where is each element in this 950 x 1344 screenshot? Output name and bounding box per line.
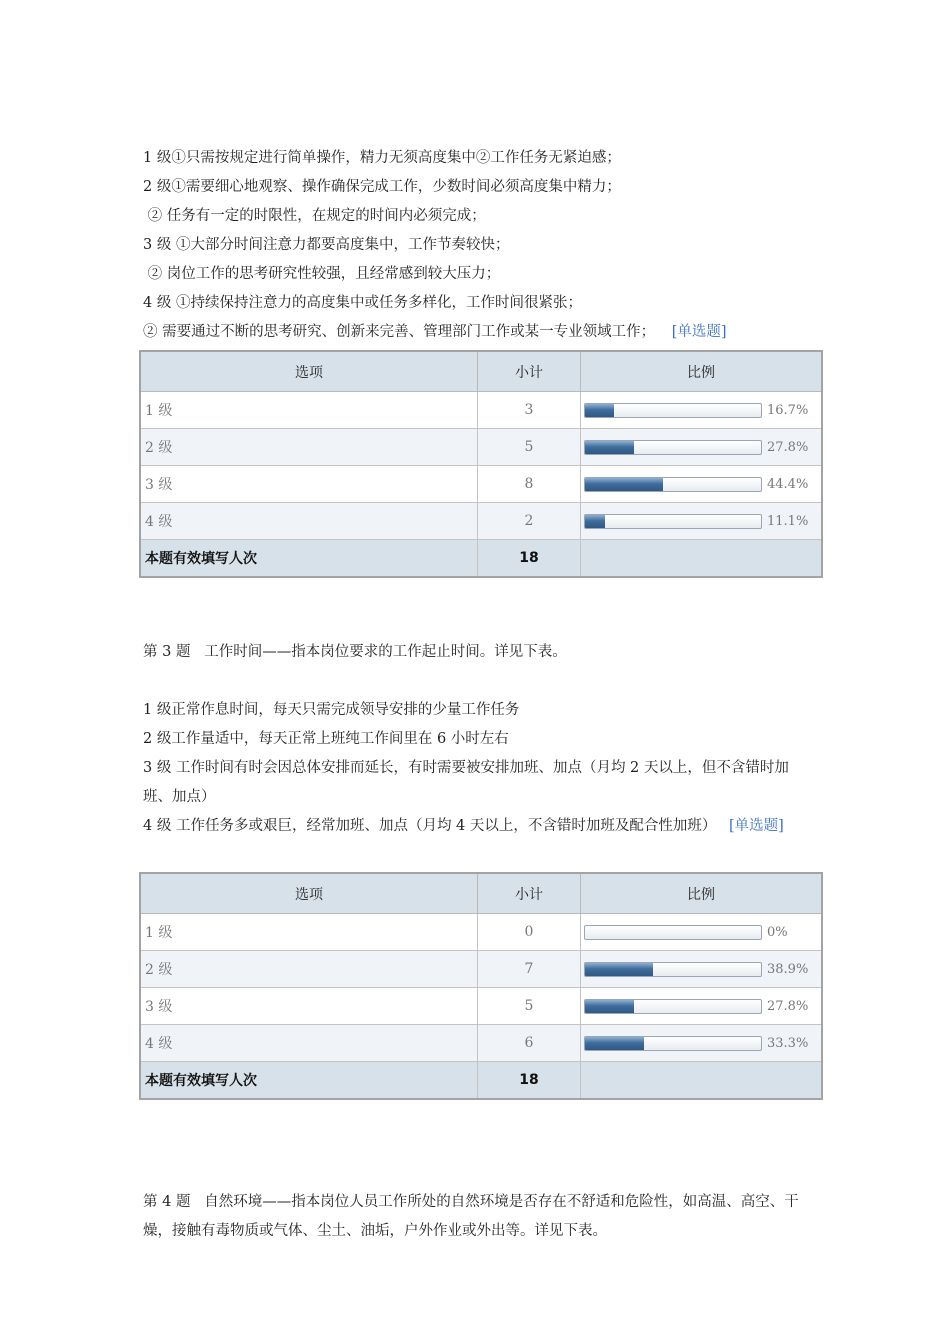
header-option: 选项 (140, 351, 478, 392)
table-row (140, 503, 822, 540)
q2-last-line-text: ② 需要通过不断的思考研究、创新来完善、管理部门工作或某一专业领域工作； (143, 324, 656, 340)
option-cell: 4 级 (140, 503, 478, 540)
count-cell: 3 (478, 392, 581, 429)
total-count: 18 (478, 540, 581, 578)
ratio-text: 16.7% (767, 402, 809, 418)
q3-title: 第 3 题 工作时间——指本岗位要求的工作起止时间。详见下表。 (143, 644, 567, 660)
table-total-row (140, 540, 822, 578)
count-cell: 5 (478, 988, 581, 1025)
ratio-text: 44.4% (767, 476, 809, 492)
header-option: 选项 (140, 873, 478, 914)
count-cell: 0 (478, 914, 581, 951)
table-row (140, 914, 822, 951)
ratio-text: 11.1% (767, 513, 809, 529)
total-count: 18 (478, 1062, 581, 1100)
q2-type-tag[interactable]: [单选题] (671, 324, 727, 340)
header-ratio: 比例 (581, 351, 823, 392)
table-row (140, 429, 822, 466)
ratio-cell (581, 466, 823, 503)
ratio-text: 27.8% (767, 998, 809, 1014)
table-total-row (140, 1062, 822, 1100)
q3-results-table (139, 872, 823, 1100)
ratio-bar (584, 514, 762, 529)
table-header-row (140, 873, 822, 914)
q3-type-tag[interactable]: [单选题] (729, 818, 784, 834)
count-cell: 6 (478, 1025, 581, 1062)
ratio-cell (581, 914, 823, 951)
ratio-bar (584, 440, 762, 455)
q2-line: 4 级 ①持续保持注意力的高度集中或任务多样化，工作时间很紧张； (143, 295, 582, 311)
ratio-cell (581, 429, 823, 466)
option-cell: 3 级 (140, 466, 478, 503)
count-cell: 2 (478, 503, 581, 540)
q2-last-line (143, 318, 727, 347)
option-cell: 1 级 (140, 392, 478, 429)
ratio-bar (584, 925, 762, 940)
ratio-bar (584, 962, 762, 977)
ratio-text: 27.8% (767, 439, 809, 455)
ratio-bar (584, 999, 762, 1014)
total-label: 本题有效填写人次 (140, 540, 478, 578)
option-cell: 3 级 (140, 988, 478, 1025)
option-cell: 4 级 (140, 1025, 478, 1062)
q3-last-line (143, 812, 813, 841)
ratio-text: 0% (767, 924, 788, 940)
option-cell: 1 级 (140, 914, 478, 951)
ratio-text: 38.9% (767, 961, 809, 977)
total-label: 本题有效填写人次 (140, 1062, 478, 1100)
ratio-bar (584, 477, 762, 492)
option-cell: 2 级 (140, 951, 478, 988)
table-row (140, 1025, 822, 1062)
header-count: 小计 (478, 351, 581, 392)
ratio-bar (584, 403, 762, 418)
q2-results (143, 350, 823, 578)
table-row (140, 392, 822, 429)
ratio-cell (581, 392, 823, 429)
ratio-cell (581, 951, 823, 988)
ratio-cell (581, 503, 823, 540)
table-row (140, 951, 822, 988)
q2-line: 3 级 ①大部分时间注意力都要高度集中，工作节奏较快； (143, 237, 510, 253)
q2-line: ② 岗位工作的思考研究性较强，且经常感到较大压力； (143, 266, 501, 282)
q2-line: ② 任务有一定的时限性，在规定的时间内必须完成； (143, 208, 486, 224)
header-ratio: 比例 (581, 873, 823, 914)
q3-line: 2 级工作量适中，每天正常上班纯工作间里在 6 小时左右 (143, 731, 509, 747)
table-header-row (140, 351, 822, 392)
q3-line: 1 级正常作息时间，每天只需完成领导安排的少量工作任务 (143, 702, 520, 718)
q4-title: 第 4 题 自然环境——指本岗位人员工作所处的自然环境是否存在不舒适和危险性，如高温、高空、干燥，接触有毒物质或气体、尘土、油垢，户外作业或外出等。详见下表。 (143, 1194, 799, 1239)
total-empty (581, 540, 823, 578)
table-row (140, 466, 822, 503)
ratio-bar (584, 1036, 762, 1051)
q2-results-table (139, 350, 823, 578)
ratio-text: 33.3% (767, 1035, 809, 1051)
q3-last-line-text: 4 级 工作任务多或艰巨，经常加班、加点（月均 4 天以上，不含错时加班及配合性加班） (143, 818, 717, 834)
q2-line: 2 级①需要细心地观察、操作确保完成工作，少数时间必须高度集中精力； (143, 179, 621, 195)
option-cell: 2 级 (140, 429, 478, 466)
q2-line: 1 级①只需按规定进行简单操作，精力无须高度集中②工作任务无紧迫感； (143, 150, 621, 166)
ratio-cell (581, 1025, 823, 1062)
table-row (140, 988, 822, 1025)
count-cell: 7 (478, 951, 581, 988)
header-count: 小计 (478, 873, 581, 914)
count-cell: 8 (478, 466, 581, 503)
ratio-cell (581, 988, 823, 1025)
q3-description (143, 696, 813, 841)
q2-description (143, 144, 727, 347)
count-cell: 5 (478, 429, 581, 466)
q3-results (143, 872, 823, 1100)
total-empty (581, 1062, 823, 1100)
q3-line: 3 级 工作时间有时会因总体安排而延长，有时需要被安排加班、加点（月均 2 天以上，但不含错时加班、加点） (143, 760, 789, 805)
